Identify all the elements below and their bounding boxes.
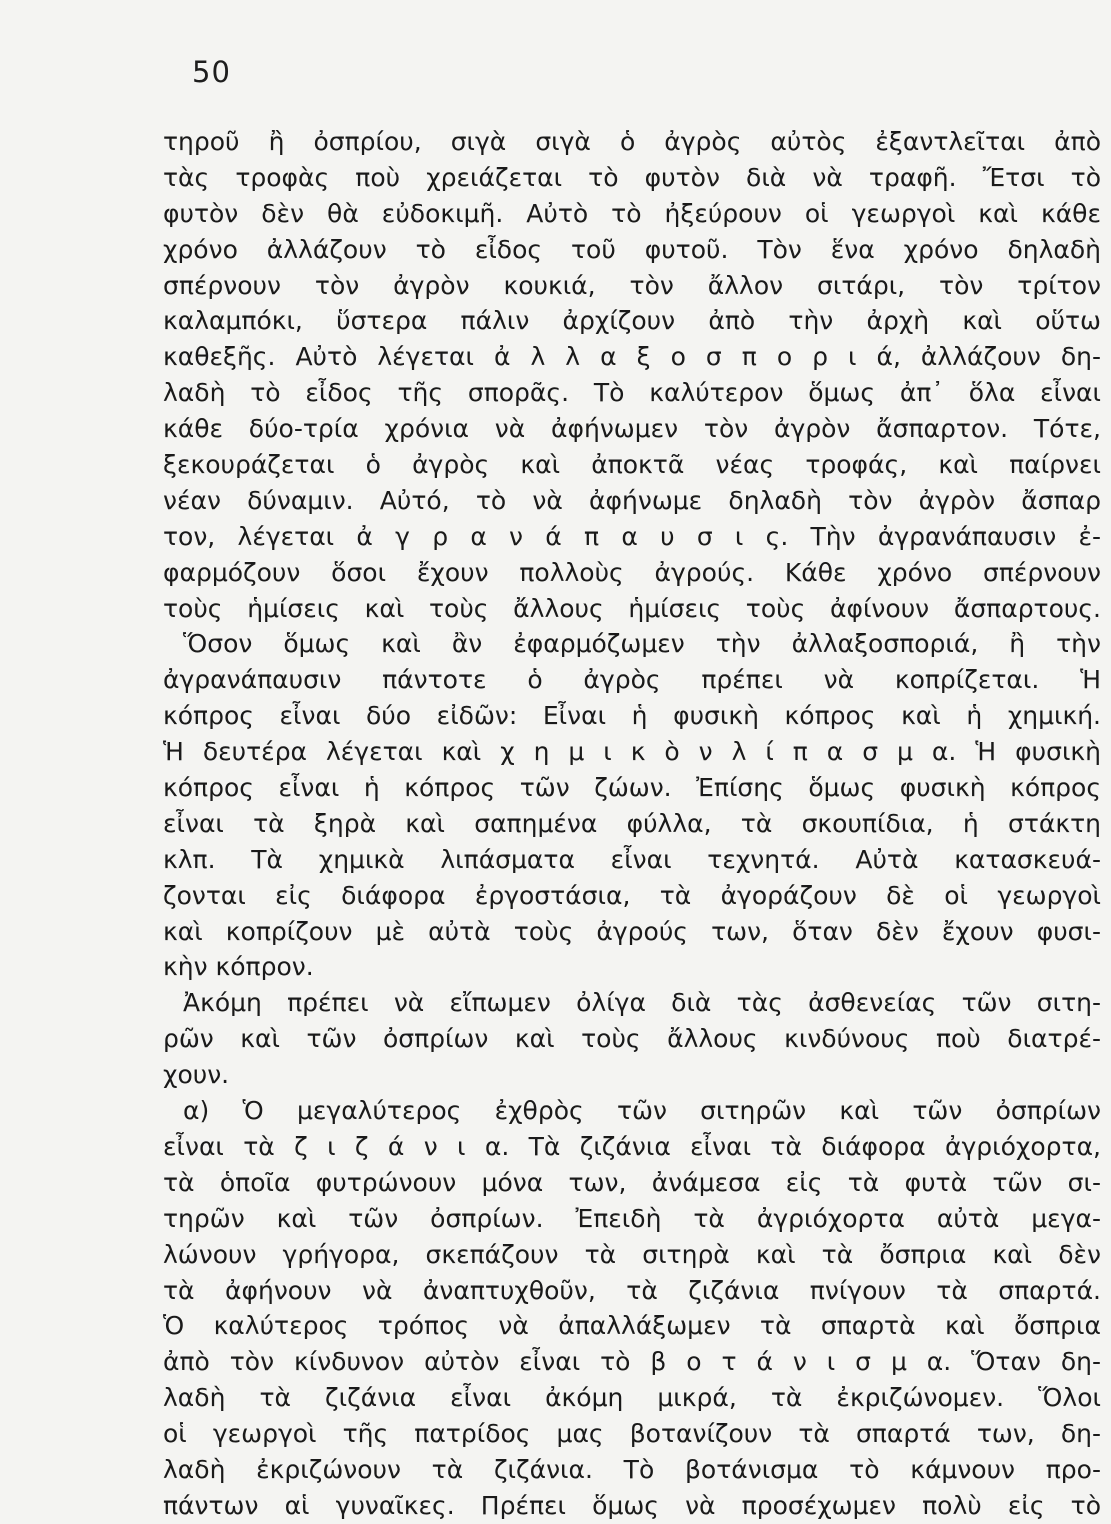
- text-line: καὶ κοπρίζουν μὲ αὐτὰ τοὺς ἀγρούς των, ὅταν δὲν ἔχουν φυσι-: [163, 916, 1101, 946]
- text-line: Ὁ καλύτερος τρόπος νὰ ἀπαλλάξωμεν τὰ σπαρτὰ καὶ ὄσπρια: [163, 1311, 1101, 1341]
- text-line: τοὺς ἡμίσεις καὶ τοὺς ἄλλους ἡμίσεις τοὺς ἀφίνουν ἄσπαρτους.: [163, 593, 1101, 623]
- text-line: ζονται εἰς διάφορα ἐργοστάσια, τὰ ἀγοράζουν δὲ οἱ γεωργοὶ: [163, 880, 1101, 910]
- page-number: 50: [192, 55, 231, 89]
- text-line: χρόνο ἀλλάζουν τὸ εἶδος τοῦ φυτοῦ. Τὸν ἕνα χρόνο δηλαδὴ: [163, 234, 1101, 264]
- text-line: λαδὴ τὸ εἶδος τῆς σπορᾶς. Τὸ καλύτερον ὅμως ἀπ᾿ ὅλα εἶναι: [163, 378, 1101, 408]
- text-line: οἱ γεωργοὶ τῆς πατρίδος μας βοτανίζουν τὰ σπαρτά των, δη-: [163, 1419, 1101, 1449]
- text-line: εἶναι τὰ ξηρὰ καὶ σαπημένα φύλλα, τὰ σκουπίδια, ἡ στάκτη: [163, 808, 1101, 838]
- text-line: Ἀκόμη πρέπει νὰ εἴπωμεν ὀλίγα διὰ τὰς ἀσθενείας τῶν σιτη-: [183, 988, 1101, 1018]
- text-line: ξεκουράζεται ὁ ἀγρὸς καὶ ἀποκτᾶ νέας τροφάς, καὶ παίρνει: [163, 450, 1101, 480]
- text-line: κὴν κόπρον.: [163, 952, 314, 982]
- text-line: χουν.: [163, 1060, 230, 1090]
- text-line: λαδὴ ἐκριζώνουν τὰ ζιζάνια. Τὸ βοτάνισμα τὸ κάμνουν προ-: [163, 1454, 1101, 1484]
- text-line: Ἡ δευτέρα λέγεται καὶ χ η μ ι κ ὸ ν λ ί π α σ μ α. Ἡ φυσικὴ: [163, 737, 1101, 767]
- text-line: εἶναι τὰ ζ ι ζ ά ν ι α. Τὰ ζιζάνια εἶναι τὰ διάφορα ἀγριόχορτα,: [163, 1131, 1101, 1161]
- text-line: φαρμόζουν ὅσοι ἔχουν πολλοὺς ἀγρούς. Κάθε χρόνο σπέρνουν: [163, 557, 1101, 587]
- text-line: τηρῶν καὶ τῶν ὀσπρίων. Ἐπειδὴ τὰ ἀγριόχορτα αὐτὰ μεγα-: [163, 1203, 1101, 1233]
- text-line: τηροῦ ἢ ὀσπρίου, σιγὰ σιγὰ ὁ ἀγρὸς αὐτὸς ἐξαντλεῖται ἀπὸ: [163, 127, 1101, 156]
- text-line: φυτὸν δὲν θὰ εὐδοκιμῆ. Αὐτὸ τὸ ἠξεύρουν οἱ γεωργοὶ καὶ κάθε: [163, 198, 1101, 228]
- text-line: ἀγρανάπαυσιν πάντοτε ὁ ἀγρὸς πρέπει νὰ κοπρίζεται. Ἡ: [163, 665, 1101, 695]
- text-line: καλαμπόκι, ὕστερα πάλιν ἀρχίζουν ἀπὸ τὴν ἀρχὴ καὶ οὕτω: [163, 306, 1101, 336]
- text-line: τὰς τροφὰς ποὺ χρειάζεται τὸ φυτὸν διὰ νὰ τραφῆ. Ἔτσι τὸ: [163, 162, 1101, 192]
- text-line: Ὅσον ὅμως καὶ ἂν ἐφαρμόζωμεν τὴν ἀλλαξοσποριά, ἢ τὴν: [183, 629, 1101, 659]
- text-line: νέαν δύναμιν. Αὐτό, τὸ νὰ ἀφήνωμε δηλαδὴ τὸν ἀγρὸν ἄσπαρ: [163, 485, 1101, 515]
- text-line: κόπρος εἶναι δύο εἰδῶν: Εἶναι ἡ φυσικὴ κόπρος καὶ ἡ χημική.: [163, 701, 1101, 731]
- text-line: κάθε δύο-τρία χρόνια νὰ ἀφήνωμεν τὸν ἀγρὸν ἄσπαρτον. Τότε,: [163, 414, 1101, 444]
- text-line: κλπ. Τὰ χημικὰ λιπάσματα εἶναι τεχνητά. Αὐτὰ κατασκευά-: [163, 844, 1101, 874]
- text-line: λώνουν γρήγορα, σκεπάζουν τὰ σιτηρὰ καὶ τὰ ὄσπρια καὶ δὲν: [163, 1239, 1101, 1269]
- text-line: λαδὴ τὰ ζιζάνια εἶναι ἀκόμη μικρά, τὰ ἐκριζώνομεν. Ὅλοι: [163, 1383, 1101, 1413]
- text-line: α) Ὁ μεγαλύτερος ἐχθρὸς τῶν σιτηρῶν καὶ τῶν ὀσπρίων: [183, 1096, 1101, 1126]
- text-line: τὰ ἀφήνουν νὰ ἀναπτυχθοῦν, τὰ ζιζάνια πνίγουν τὰ σπαρτά.: [163, 1275, 1101, 1305]
- text-line: σπέρνουν τὸν ἀγρὸν κουκιά, τὸν ἄλλον σιτάρι, τὸν τρίτον: [163, 270, 1101, 300]
- text-line: ρῶν καὶ τῶν ὀσπρίων καὶ τοὺς ἄλλους κινδύνους ποὺ διατρέ-: [163, 1024, 1101, 1054]
- text-line: τον, λέγεται ἀ γ ρ α ν ά π α υ σ ι ς. Τὴν ἀγρανάπαυσιν ἐ-: [163, 521, 1101, 551]
- text-line: πάντων αἱ γυναῖκες. Πρέπει ὅμως νὰ προσέχωμεν πολὺ εἰς τὸ: [163, 1490, 1101, 1520]
- text-line: κόπρος εἶναι ἡ κόπρος τῶν ζώων. Ἐπίσης ὅμως φυσικὴ κόπρος: [163, 773, 1101, 803]
- text-line: ἀπὸ τὸν κίνδυνον αὐτὸν εἶναι τὸ β ο τ ά ν ι σ μ α. Ὅταν δη-: [163, 1347, 1101, 1377]
- text-line: καθεξῆς. Αὐτὸ λέγεται ἀ λ λ α ξ ο σ π ο ρ ι ά, ἀλλάζουν δη-: [163, 342, 1101, 372]
- text-line: τὰ ὁποῖα φυτρώνουν μόνα των, ἀνάμεσα εἰς τὰ φυτὰ τῶν σι-: [163, 1167, 1101, 1197]
- body-text: [163, 124, 1101, 1524]
